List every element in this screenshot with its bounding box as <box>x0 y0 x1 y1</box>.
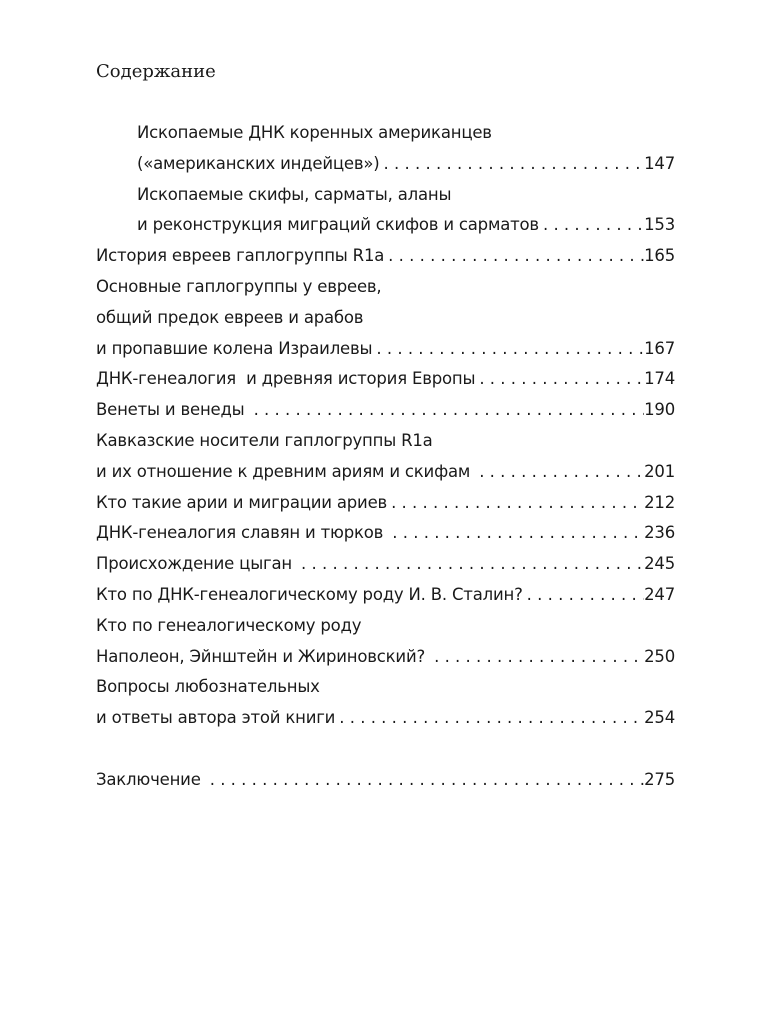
toc-entry[interactable] <box>0 457 772 488</box>
toc-entry-line <box>0 272 772 303</box>
toc-page-number: 153 <box>644 215 675 235</box>
toc-leader-dots <box>539 210 644 241</box>
toc-page-number: 190 <box>644 400 675 420</box>
page-title: Содержание <box>96 61 216 82</box>
toc-entry[interactable] <box>0 395 772 426</box>
toc-entry-title: Происхождение цыган <box>96 554 298 574</box>
toc-entry[interactable] <box>0 642 772 673</box>
table-of-contents <box>0 118 772 796</box>
toc-entry-title: Основные гаплогруппы у евреев, <box>96 276 382 296</box>
toc-leader-dots <box>206 765 644 796</box>
toc-entry-title: Заключение <box>96 769 206 789</box>
toc-page-number: 167 <box>644 338 675 358</box>
toc-entry-title: Ископаемые ДНК коренных американцев <box>137 123 492 142</box>
toc-entry[interactable] <box>0 580 772 611</box>
toc-leader-dots <box>475 364 644 395</box>
toc-leader-dots <box>297 549 644 580</box>
toc-page-number: 174 <box>644 369 675 389</box>
toc-leader-dots <box>387 488 644 519</box>
toc-entry-title: Наполеон, Эйнштейн и Жириновский? <box>96 646 431 666</box>
toc-leader-dots <box>250 395 645 426</box>
toc-entry-line <box>0 118 772 149</box>
toc-entry[interactable] <box>0 518 772 549</box>
toc-entry-line <box>0 180 772 211</box>
toc-leader-dots <box>335 703 644 734</box>
toc-entry-line <box>0 672 772 703</box>
toc-entry-title: Кто по генеалогическому роду <box>96 615 362 635</box>
toc-page-number: 254 <box>644 708 675 728</box>
toc-entry-title: Кто по ДНК-генеалогическому роду И. В. Сталин? <box>96 584 523 604</box>
toc-entry[interactable] <box>0 488 772 519</box>
toc-spacer <box>0 734 772 765</box>
toc-entry-title: Ископаемые скифы, сарматы, аланы <box>137 184 452 204</box>
toc-page-number: 275 <box>644 769 675 789</box>
toc-entry-title: ДНК-генеалогия славян и тюрков <box>96 523 389 543</box>
toc-page-number: 212 <box>644 492 675 512</box>
toc-entry-title: общий предок евреев и арабов <box>96 307 364 327</box>
toc-leader-dots <box>384 241 644 272</box>
toc-entry-title: и реконструкция миграций скифов и сарматов <box>137 215 539 235</box>
toc-entry-title: Вопросы любознательных <box>96 677 320 697</box>
toc-entry[interactable] <box>0 210 772 241</box>
toc-entry-title: Венеты и венеды <box>96 400 250 420</box>
toc-leader-dots <box>388 518 644 549</box>
toc-page-number: 201 <box>644 461 675 481</box>
toc-entry[interactable] <box>0 549 772 580</box>
toc-entry-title: и их отношение к древним ариям и скифам <box>96 461 476 481</box>
toc-entry-line <box>0 426 772 457</box>
toc-entry-title: и пропавшие колена Израилевы <box>96 338 373 358</box>
toc-entry[interactable] <box>0 149 772 180</box>
toc-entry[interactable] <box>0 364 772 395</box>
toc-entry[interactable] <box>0 334 772 365</box>
toc-leader-dots <box>430 642 644 673</box>
toc-entry-conclusion[interactable] <box>0 765 772 796</box>
toc-entry[interactable] <box>0 703 772 734</box>
toc-leader-dots <box>523 580 644 611</box>
toc-entry-title: ДНК-генеалогия и древняя история Европы <box>96 369 476 389</box>
toc-page-number: 147 <box>644 153 675 173</box>
toc-page-number: 247 <box>644 584 675 604</box>
toc-page-number: 236 <box>644 523 675 543</box>
toc-leader-dots <box>475 457 644 488</box>
toc-entry-title: Кто такие арии и миграции ариев <box>96 492 388 512</box>
toc-entry-title: Кавказские носители гаплогруппы R1a <box>96 430 433 450</box>
toc-entry[interactable] <box>0 241 772 272</box>
toc-entry-title: («американских индейцев») <box>137 153 380 173</box>
toc-leader-dots <box>380 149 645 180</box>
toc-page-number: 245 <box>644 554 675 574</box>
toc-entry-line <box>0 611 772 642</box>
toc-entry-title: История евреев гаплогруппы R1a <box>96 246 385 266</box>
toc-page-number: 250 <box>644 646 675 666</box>
toc-entry-title: и ответы автора этой книги <box>96 708 336 728</box>
toc-page-number: 165 <box>644 246 675 266</box>
toc-entry-line <box>0 303 772 334</box>
toc-leader-dots <box>372 334 644 365</box>
